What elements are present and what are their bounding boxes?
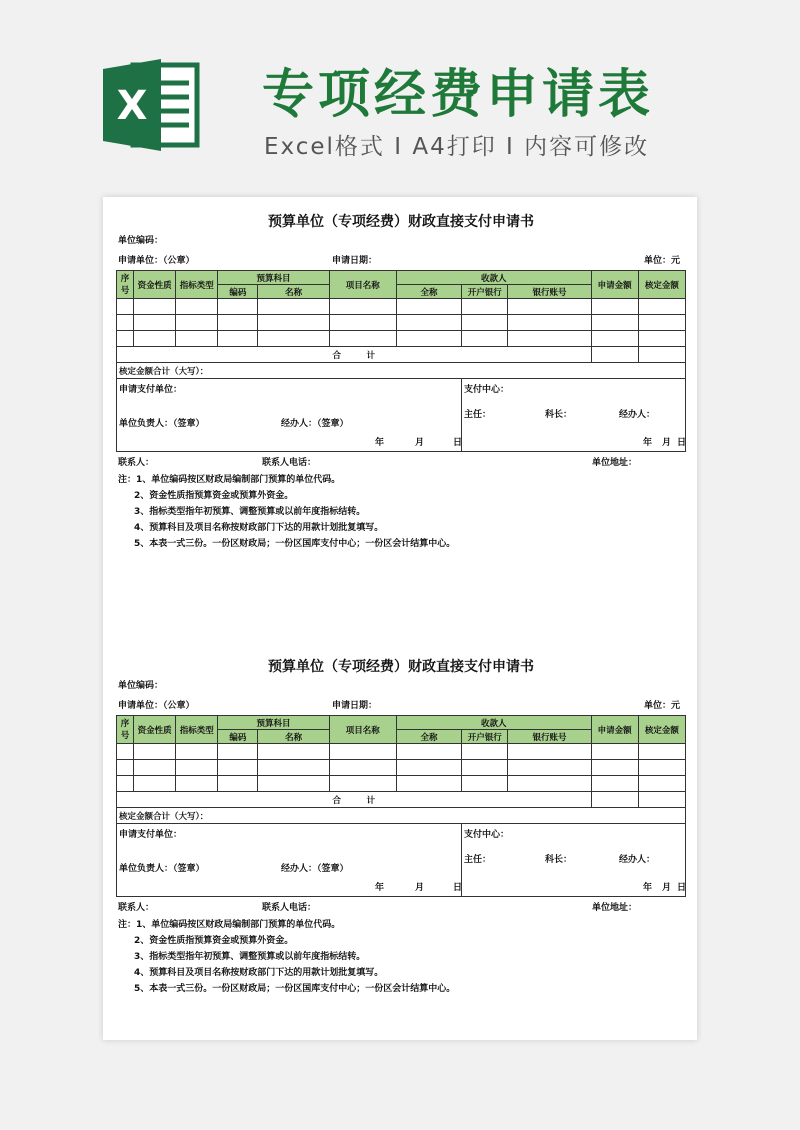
approved-total-row xyxy=(117,808,686,824)
handler-label: 经办人：（签章） xyxy=(281,864,349,874)
col-account: 银行账号 xyxy=(508,730,591,744)
col-code: 编码 xyxy=(218,730,258,744)
table-row xyxy=(117,299,686,315)
col-apply-amount: 申请金额 xyxy=(591,271,638,299)
section-chief-label: 科长： xyxy=(545,855,573,865)
note-item: 3、指标类型指年初预算、调整预算或以前年度指标结转。 xyxy=(134,952,366,962)
approved-total-label: 核定金额合计（大写）： xyxy=(117,363,686,379)
apply-pay-unit-label: 申请支付单位： xyxy=(119,385,183,395)
col-name: 名称 xyxy=(258,285,329,299)
month2-label: 月 xyxy=(662,883,672,893)
day2-label: 日 xyxy=(677,438,687,448)
form-title: 预算单位（专项经费）财政直接支付申请书 xyxy=(268,214,534,230)
section-chief-label: 科长： xyxy=(545,410,573,420)
table-header-row xyxy=(117,716,686,730)
col-approved-amount: 核定金额 xyxy=(638,271,685,299)
unit-code-line xyxy=(116,234,686,248)
note-item: 2、资金性质指预算资金或预算外资金。 xyxy=(134,491,294,501)
col-budget-subject: 预算科目 xyxy=(218,271,329,285)
col-fund-nature: 资金性质 xyxy=(134,271,176,299)
col-indicator-type: 指标类型 xyxy=(176,716,218,744)
col-project-name: 项目名称 xyxy=(329,716,396,744)
signature-box xyxy=(116,379,686,452)
day-label: 日 xyxy=(453,883,463,893)
col-full-name: 全称 xyxy=(396,285,461,299)
approved-total-row xyxy=(117,363,686,379)
page-header xyxy=(0,0,800,190)
document-sheet xyxy=(103,197,697,1040)
note-item: 注：1、单位编码按区财政局编制部门预算的单位代码。 xyxy=(118,475,341,485)
month-label: 月 xyxy=(415,883,425,893)
application-form-2 xyxy=(116,655,686,997)
col-project-name: 项目名称 xyxy=(329,271,396,299)
form-title: 预算单位（专项经费）财政直接支付申请书 xyxy=(268,659,534,675)
apply-date-label: 申请日期： xyxy=(332,701,378,711)
note-item: 4、预算科目及项目名称按财政部门下达的用款计划批复填写。 xyxy=(134,523,384,533)
apply-pay-unit-label: 申请支付单位： xyxy=(119,830,183,840)
page-title: 专项经费申请表 xyxy=(262,65,655,125)
total-apply-amount[interactable] xyxy=(591,347,638,363)
note-item: 3、指标类型指年初预算、调整预算或以前年度指标结转。 xyxy=(134,507,366,517)
unit-address-label: 单位地址： xyxy=(592,458,638,468)
col-fund-nature: 资金性质 xyxy=(134,716,176,744)
approved-total-label: 核定金额合计（大写）： xyxy=(117,808,686,824)
contact-line xyxy=(116,456,686,470)
unit-code-label: 单位编码： xyxy=(118,681,164,691)
col-indicator-type: 指标类型 xyxy=(176,271,218,299)
table-header-row xyxy=(117,271,686,285)
unit-head-label: 单位负责人：（签章） xyxy=(119,864,205,874)
currency-unit-label: 单位：元 xyxy=(643,701,680,711)
col-payee: 收款人 xyxy=(396,271,591,285)
handler-label: 经办人：（签章） xyxy=(281,419,349,429)
col-seq: 序号 xyxy=(117,271,134,299)
handler2-label: 经办人： xyxy=(619,855,656,865)
table-row xyxy=(117,776,686,792)
notes-list xyxy=(116,472,686,552)
contact-line xyxy=(116,901,686,915)
note-item: 4、预算科目及项目名称按财政部门下达的用款计划批复填写。 xyxy=(134,968,384,978)
contact-label: 联系人： xyxy=(118,458,155,468)
payment-table xyxy=(116,715,686,824)
note-item: 注：1、单位编码按区财政局编制部门预算的单位代码。 xyxy=(118,920,341,930)
total-apply-amount[interactable] xyxy=(591,792,638,808)
year2-label: 年 xyxy=(643,883,653,893)
contact-phone-label: 联系人电话： xyxy=(262,458,317,468)
apply-date-label: 申请日期： xyxy=(332,256,378,266)
col-full-name: 全称 xyxy=(396,730,461,744)
col-seq: 序号 xyxy=(117,716,134,744)
application-form-1 xyxy=(116,210,686,552)
unit-code-line xyxy=(116,679,686,693)
table-row xyxy=(117,760,686,776)
col-account: 银行账号 xyxy=(508,285,591,299)
applicant-line xyxy=(116,254,686,268)
director-label: 主任： xyxy=(464,410,492,420)
day-label: 日 xyxy=(453,438,463,448)
year-label: 年 xyxy=(375,438,385,448)
year-label: 年 xyxy=(375,883,385,893)
handler2-label: 经办人： xyxy=(619,410,656,420)
col-code: 编码 xyxy=(218,285,258,299)
table-row xyxy=(117,331,686,347)
total-approved-amount[interactable] xyxy=(638,792,685,808)
total-approved-amount[interactable] xyxy=(638,347,685,363)
total-row xyxy=(117,347,686,363)
total-label: 合 计 xyxy=(117,347,592,363)
col-budget-subject: 预算科目 xyxy=(218,716,329,730)
applicant-unit-label: 申请单位：（公章） xyxy=(118,701,195,711)
note-item: 5、本表一式三份。一份区财政局；一份区国库支付中心；一份区会计结算中心。 xyxy=(134,539,456,549)
director-label: 主任： xyxy=(464,855,492,865)
unit-head-label: 单位负责人：（签章） xyxy=(119,419,205,429)
year2-label: 年 xyxy=(643,438,653,448)
page-subtitle: Excel格式 I A4打印 I 内容可修改 xyxy=(264,134,650,160)
col-payee: 收款人 xyxy=(396,716,591,730)
applicant-line xyxy=(116,699,686,713)
note-item: 2、资金性质指预算资金或预算外资金。 xyxy=(134,936,294,946)
col-bank: 开户银行 xyxy=(462,285,508,299)
table-row xyxy=(117,315,686,331)
month-label: 月 xyxy=(415,438,425,448)
unit-code-label: 单位编码： xyxy=(118,236,164,246)
pay-center-label: 支付中心： xyxy=(464,385,510,395)
currency-unit-label: 单位：元 xyxy=(643,256,680,266)
note-item: 5、本表一式三份。一份区财政局；一份区国库支付中心；一份区会计结算中心。 xyxy=(134,984,456,994)
pay-center-label: 支付中心： xyxy=(464,830,510,840)
day2-label: 日 xyxy=(677,883,687,893)
total-row xyxy=(117,792,686,808)
month2-label: 月 xyxy=(662,438,672,448)
table-row xyxy=(117,744,686,760)
signature-box xyxy=(116,824,686,897)
col-approved-amount: 核定金额 xyxy=(638,716,685,744)
notes-list xyxy=(116,917,686,997)
excel-logo-icon xyxy=(103,55,203,155)
logo-letter: X xyxy=(116,83,148,129)
col-apply-amount: 申请金额 xyxy=(591,716,638,744)
payment-table xyxy=(116,270,686,379)
col-bank: 开户银行 xyxy=(462,730,508,744)
contact-phone-label: 联系人电话： xyxy=(262,903,317,913)
total-label: 合 计 xyxy=(117,792,592,808)
unit-address-label: 单位地址： xyxy=(592,903,638,913)
contact-label: 联系人： xyxy=(118,903,155,913)
applicant-unit-label: 申请单位：（公章） xyxy=(118,256,195,266)
col-name: 名称 xyxy=(258,730,329,744)
